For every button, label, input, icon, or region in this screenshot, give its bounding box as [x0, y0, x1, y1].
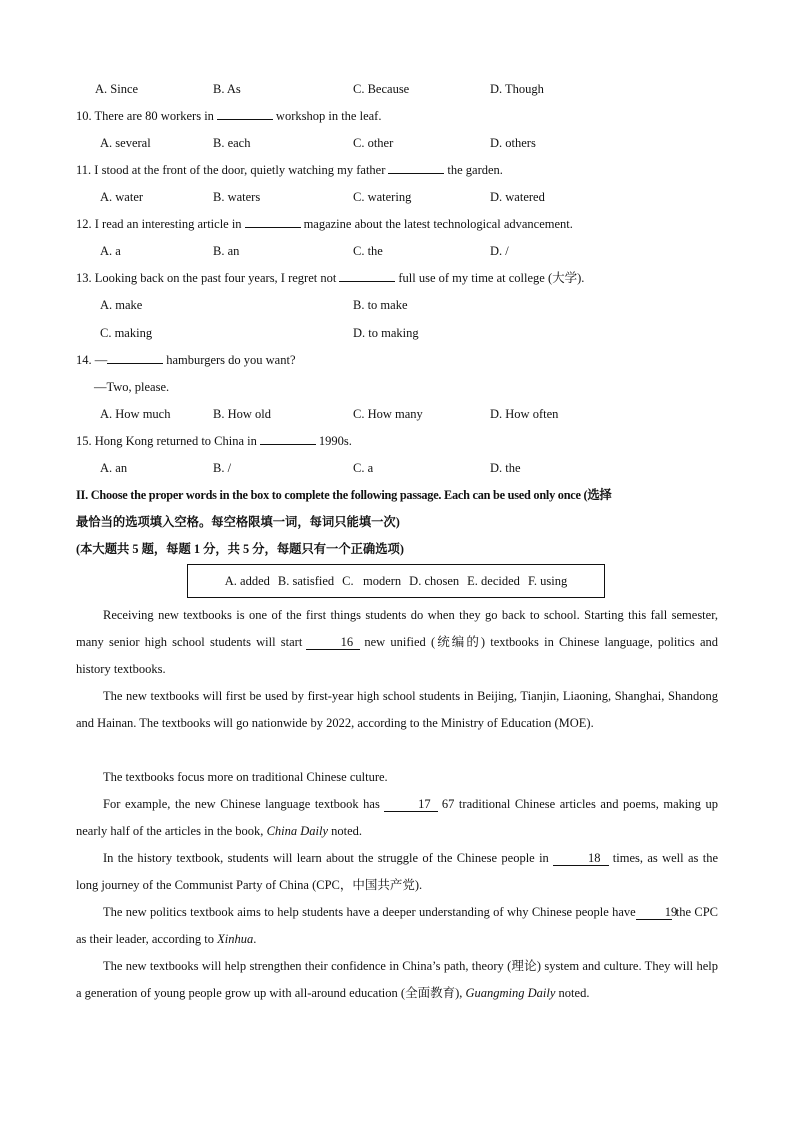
q9-option-d: D. Though — [490, 82, 544, 96]
q15-option-c: C. a — [353, 461, 374, 475]
passage-paragraph-5 — [76, 845, 718, 899]
word-box-c: C. modern — [342, 573, 402, 588]
section2-heading-line1: II. Choose the proper words in the box to complete the following passage. Each can be used only once (选择 — [76, 488, 612, 502]
q15-option-a: A. an — [100, 461, 128, 475]
q14-text-post: hamburgers do you want? — [166, 353, 296, 367]
blank-18: 18 — [553, 852, 609, 866]
p5-text-a: In the history textbook, students will learn about the struggle of the Chinese people in — [103, 851, 549, 865]
q12-option-c: C. the — [353, 244, 383, 258]
p4-source: China Daily — [266, 824, 329, 838]
q10-text-post: workshop in the leaf. — [275, 109, 382, 123]
blank-17: 17 — [384, 798, 438, 812]
q15-option-b: B. / — [213, 461, 232, 475]
q10-option-d: D. others — [490, 136, 536, 150]
q14-option-a: A. How much — [100, 407, 171, 421]
q13-option-b: B. to make — [353, 298, 408, 312]
q11-blank — [388, 162, 444, 174]
q10-option-a: A. several — [100, 136, 151, 150]
p7-source: Guangming Daily — [465, 986, 556, 1000]
q10-option-c: C. other — [353, 136, 394, 150]
q13-text-post: full use of my time at college (大学). — [398, 271, 585, 285]
q10-option-b: B. each — [213, 136, 251, 150]
p6-text-c: . — [253, 932, 257, 946]
p1-text-a: Receiving new textbooks is one of the first things students do when they go back to school. Starting this fall semester, many senior high school students will start — [76, 608, 718, 649]
passage-paragraph-1 — [76, 602, 718, 683]
blank-19: 19 — [636, 906, 672, 920]
q15-text-post: 1990s. — [318, 434, 352, 448]
q9-option-a: A. Since — [95, 82, 139, 96]
p7-text-a: The new textbooks will help strengthen their confidence in China’s path, theory (理论) system and culture. They will help a generation of young people grow up with all-around education (全面教育), — [76, 959, 718, 1000]
q10-blank — [217, 108, 273, 120]
word-box-d: D. chosen — [409, 573, 460, 588]
section2-heading-line2: 最恰当的选项填入空格。每空格限填一词，每词只能填一次) — [76, 515, 400, 529]
q13-option-d: D. to making — [353, 326, 419, 340]
p4-text-c: noted. — [331, 824, 363, 838]
q14-answer-line: —Two, please. — [94, 380, 170, 394]
section2-subheading: (本大题共 5 题，每题 1 分，共 5 分，每题只有一个正确选项) — [76, 542, 404, 556]
q9-option-b: B. As — [213, 82, 241, 96]
q12-option-b: B. an — [213, 244, 240, 258]
q11-option-c: C. watering — [353, 190, 412, 204]
p6-text-b: the CPC as their leader, according to — [76, 905, 718, 946]
q12-text-post: magazine about the latest technological advancement. — [303, 217, 573, 231]
q14-text-pre: 14. — — [76, 353, 108, 367]
q15-option-d: D. the — [490, 461, 521, 475]
q12-text-pre: 12. I read an interesting article in — [76, 217, 242, 231]
p7-text-b: noted. — [558, 986, 590, 1000]
q10-stem — [76, 108, 381, 124]
q14-option-c: C. How many — [353, 407, 423, 421]
p5-text-b: times, as well as the long journey of the Communist Party of China (CPC，中国共产党). — [76, 851, 718, 892]
blank-16: 16 — [306, 636, 360, 650]
q10-text-pre: 10. There are 80 workers in — [76, 109, 214, 123]
q14-option-b: B. How old — [213, 407, 271, 421]
word-box-e: E. decided — [467, 573, 520, 588]
q13-option-a: A. make — [100, 298, 143, 312]
q15-text-pre: 15. Hong Kong returned to China in — [76, 434, 257, 448]
passage-paragraph-2: The new textbooks will first be used by first-year high school students in Beijing, Tianjin, Liaoning, Shanghai, Shandong and Hainan. The textbooks will go nationwide by 2022, according to the Ministry of Education (MOE). — [76, 689, 718, 730]
q13-text-pre: 13. Looking back on the past four years, I regret not — [76, 271, 337, 285]
word-box-f: F. using — [527, 573, 568, 588]
q12-stem — [76, 216, 573, 232]
p6-source: Xinhua — [217, 932, 254, 946]
word-box-a: A. added — [224, 573, 270, 588]
p4-text-b: 67 traditional Chinese articles and poems, making up nearly half of the articles in the book, — [76, 797, 718, 838]
passage-paragraph-6 — [76, 899, 718, 953]
q12-option-a: A. a — [100, 244, 121, 258]
q14-stem — [76, 352, 296, 368]
p4-text-a: For example, the new Chinese language textbook has — [103, 797, 380, 811]
word-box-b: B. satisfied — [277, 573, 335, 588]
p1-text-b: new unified (统编的) textbooks in Chinese language, politics and history textbooks. — [76, 635, 718, 676]
q11-text-pre: 11. I stood at the front of the door, quietly watching my father — [76, 163, 386, 177]
q15-stem — [76, 433, 352, 449]
q12-option-d: D. / — [490, 244, 509, 258]
q11-option-d: D. watered — [490, 190, 545, 204]
word-box — [187, 564, 605, 598]
q13-blank — [339, 270, 395, 282]
q14-blank — [107, 352, 163, 364]
q9-option-c: C. Because — [353, 82, 410, 96]
q11-stem — [76, 162, 503, 178]
q13-option-c: C. making — [100, 326, 153, 340]
passage-paragraph-7 — [76, 953, 718, 1007]
passage-paragraph-4 — [76, 791, 718, 845]
passage-paragraph-3: The textbooks focus more on traditional Chinese culture. — [103, 770, 388, 784]
p6-text-a: The new politics textbook aims to help students have a deeper understanding of why Chinese people have — [103, 905, 636, 919]
q15-blank — [260, 433, 316, 445]
q13-stem — [76, 270, 584, 286]
q11-option-b: B. waters — [213, 190, 261, 204]
q14-option-d: D. How often — [490, 407, 559, 421]
q11-text-post: the garden. — [447, 163, 503, 177]
q11-option-a: A. water — [100, 190, 144, 204]
q12-blank — [245, 216, 301, 228]
